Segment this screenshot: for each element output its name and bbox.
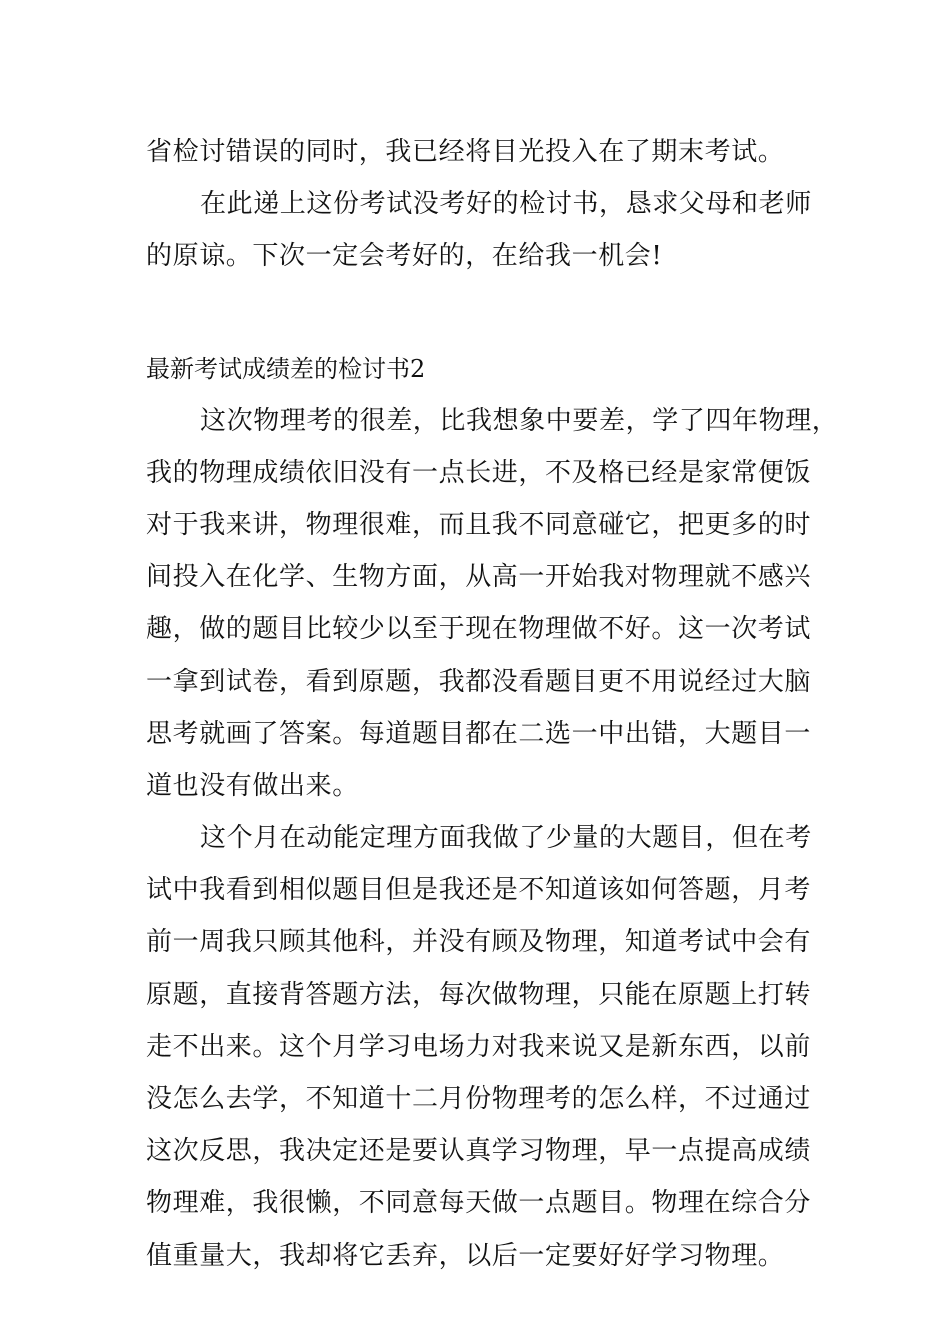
paragraph-line: 这次反思，我决定还是要认真学习物理，早一点提高成绩 (146, 1136, 812, 1167)
paragraph-line: 这个月在动能定理方面我做了少量的大题目，但在考 (200, 823, 812, 854)
paragraph-line: 道也没有做出来。 (146, 770, 359, 801)
paragraph-line: 省检讨错误的同时，我已经将目光投入在了期末考试。 (146, 137, 785, 167)
paragraph-line: 值重量大，我却将它丢弃，以后一定要好好学习物理。 (146, 1240, 785, 1271)
paragraph-line: 我的物理成绩依旧没有一点长进，不及格已经是家常便饭 (146, 457, 812, 488)
paragraph-line: 对于我来讲，物理很难，而且我不同意碰它，把更多的时 (146, 509, 812, 540)
paragraph-line: 在此递上这份考试没考好的检讨书，恳求父母和老师 (200, 189, 812, 220)
paragraph-line: 没怎么去学，不知道十二月份物理考的怎么样，不过通过 (146, 1084, 812, 1114)
paragraph-line: 走不出来。这个月学习电场力对我来说又是新东西，以前 (146, 1031, 812, 1062)
paragraph-spacer (146, 283, 814, 343)
paragraph-line: 趣，做的题目比较少以至于现在物理做不好。这一次考试 (146, 614, 812, 645)
paragraph-2 (146, 812, 814, 1282)
paragraph-line: 这次物理考的很差，比我想象中要差，学了四年物理， (200, 405, 839, 436)
section-title: 最新考试成绩差的检讨书2 (146, 354, 426, 383)
paragraph-line: 原题，直接背答题方法，每次做物理，只能在原题上打转 (146, 979, 812, 1010)
paragraph-line: 前一周我只顾其他科，并没有顾及物理，知道考试中会有 (146, 927, 812, 958)
paragraph-line: 一拿到试卷，看到原题，我都没看题目更不用说经过大脑 (146, 666, 812, 697)
paragraph-1 (146, 395, 839, 813)
paragraph-line: 试中我看到相似题目但是我还是不知道该如何答题，月考 (146, 875, 812, 906)
paragraph-line: 物理难，我很懒，不同意每天做一点题目。物理在综合分 (146, 1188, 812, 1219)
document-body (146, 126, 839, 1282)
paragraph-line: 的原谅。下次一定会考好的，在给我一机会! (146, 241, 663, 272)
paragraph-line: 间投入在化学、生物方面，从高一开始我对物理就不感兴 (146, 562, 812, 593)
intro-paragraph (146, 126, 814, 283)
paragraph-line: 思考就画了答案。每道题目都在二选一中出错，大题目一 (146, 718, 812, 749)
